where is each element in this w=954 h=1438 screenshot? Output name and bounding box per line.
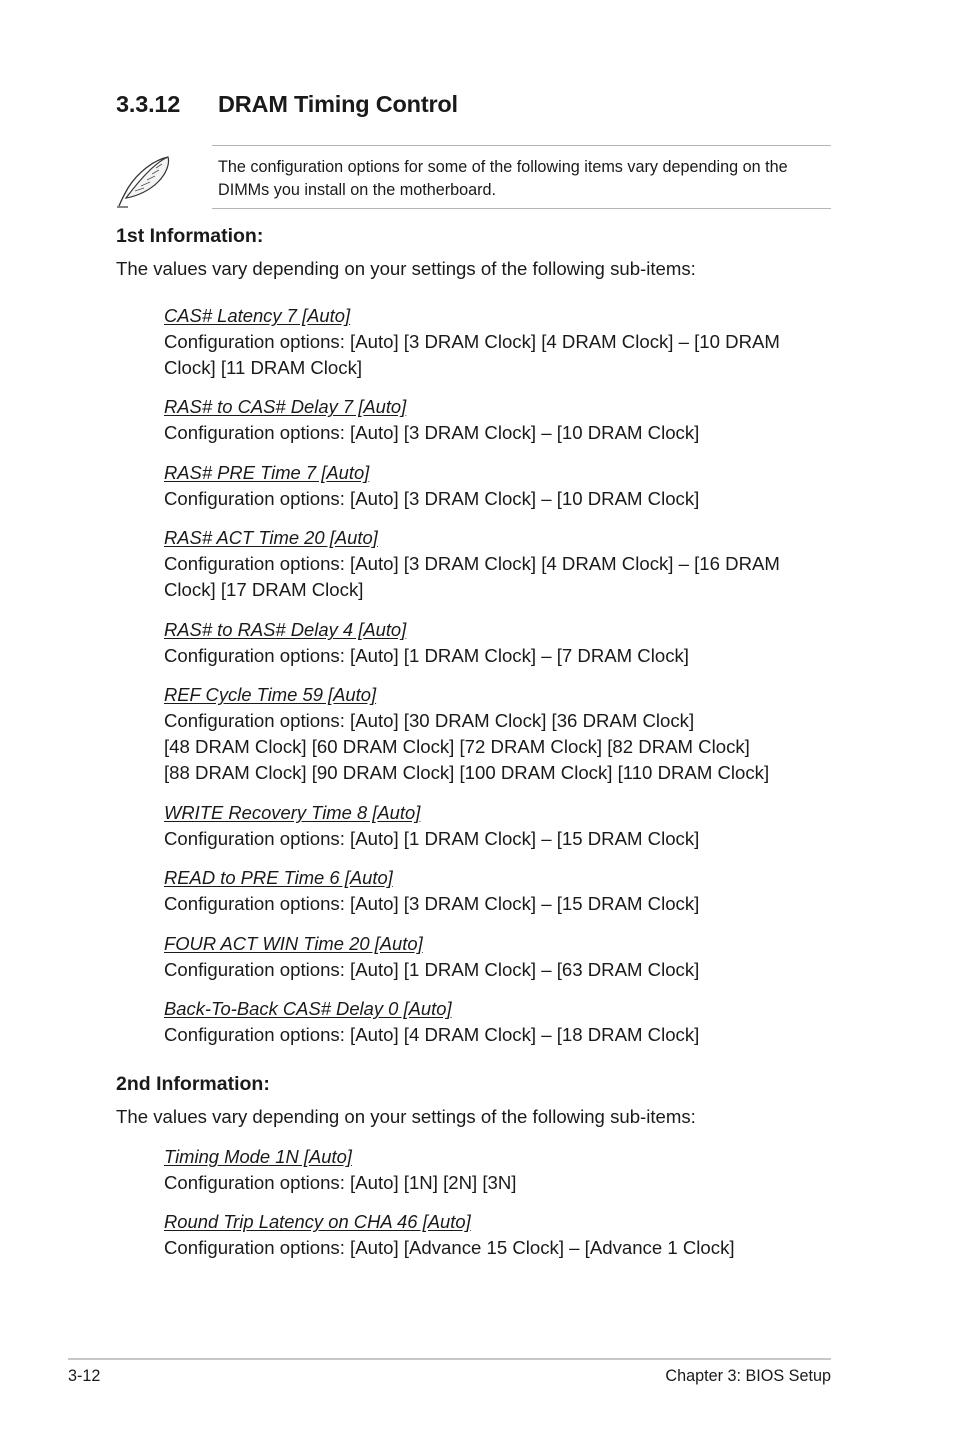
option-item [164, 800, 824, 852]
option-title: WRITE Recovery Time 8 [Auto] [164, 802, 421, 823]
option-values: Configuration options: [Auto] [3 DRAM Clock] – [10 DRAM Clock] [164, 422, 700, 443]
option-values: Configuration options: [Auto] [3 DRAM Clock] – [10 DRAM Clock] [164, 488, 700, 509]
option-values: Configuration options: [Auto] [Advance 15 Clock] – [Advance 1 Clock] [164, 1237, 735, 1258]
option-title: RAS# to CAS# Delay 7 [Auto] [164, 396, 407, 417]
option-item [164, 460, 824, 512]
section-1st-information-title: 1st Information: [116, 225, 264, 247]
note-box [212, 145, 831, 209]
option-title: Round Trip Latency on CHA 46 [Auto] [164, 1211, 471, 1232]
option-item [164, 931, 824, 983]
option-values: Configuration options: [Auto] [1 DRAM Clock] – [63 DRAM Clock] [164, 959, 700, 980]
option-title: RAS# PRE Time 7 [Auto] [164, 462, 370, 483]
option-item [164, 682, 824, 786]
option-item [164, 617, 824, 669]
section-2nd-information-description: The values vary depending on your settings of the following sub-items: [116, 1106, 696, 1127]
note-text: The configuration options for some of the following items vary depending on the DIMMs you install on the motherboard. [218, 158, 788, 199]
option-values: Configuration options: [Auto] [1 DRAM Clock] – [15 DRAM Clock] [164, 828, 700, 849]
option-item [164, 865, 824, 917]
option-title: RAS# to RAS# Delay 4 [Auto] [164, 619, 407, 640]
option-values: Configuration options: [Auto] [3 DRAM Clock] [4 DRAM Clock] – [10 DRAM Clock] [11 DRAM Clock] [164, 331, 780, 378]
section-2nd-information-title: 2nd Information: [116, 1073, 270, 1095]
section-number: 3.3.12 [116, 91, 181, 117]
option-title: READ to PRE Time 6 [Auto] [164, 867, 393, 888]
section-heading [116, 91, 458, 118]
section-1st-information-description: The values vary depending on your settings of the following sub-items: [116, 258, 696, 279]
option-values: Configuration options: [Auto] [4 DRAM Clock] – [18 DRAM Clock] [164, 1024, 700, 1045]
option-title: CAS# Latency 7 [Auto] [164, 305, 351, 326]
chapter-label: Chapter 3: BIOS Setup [665, 1367, 831, 1385]
option-title: RAS# ACT Time 20 [Auto] [164, 527, 378, 548]
option-values: Configuration options: [Auto] [3 DRAM Clock] [4 DRAM Clock] – [16 DRAM Clock] [17 DRAM Clock] [164, 553, 780, 600]
section-title: DRAM Timing Control [218, 91, 458, 117]
option-values: Configuration options: [Auto] [1N] [2N] [3N] [164, 1172, 517, 1193]
option-title: REF Cycle Time 59 [Auto] [164, 684, 377, 705]
option-item [164, 303, 824, 381]
footer-divider [68, 1358, 831, 1360]
feather-pen-icon [114, 154, 174, 210]
page-number: 3-12 [68, 1367, 101, 1385]
option-values: Configuration options: [Auto] [3 DRAM Clock] – [15 DRAM Clock] [164, 893, 700, 914]
option-values: Configuration options: [Auto] [1 DRAM Clock] – [7 DRAM Clock] [164, 645, 689, 666]
option-item [164, 1209, 824, 1261]
option-title: Back-To-Back CAS# Delay 0 [Auto] [164, 998, 452, 1019]
option-title: Timing Mode 1N [Auto] [164, 1146, 352, 1167]
option-item [164, 525, 824, 603]
option-values: Configuration options: [Auto] [30 DRAM Clock] [36 DRAM Clock] [48 DRAM Clock] [60 DRAM Clock] [72 DRAM Clock] [82 DRAM Clock] [88 DRAM Clock] [90 DRAM Clock] [100 DRAM Clock] [110 DRAM Clock] [164, 710, 770, 783]
option-item [164, 996, 824, 1048]
option-item [164, 1144, 824, 1196]
option-item [164, 394, 824, 446]
option-title: FOUR ACT WIN Time 20 [Auto] [164, 933, 423, 954]
